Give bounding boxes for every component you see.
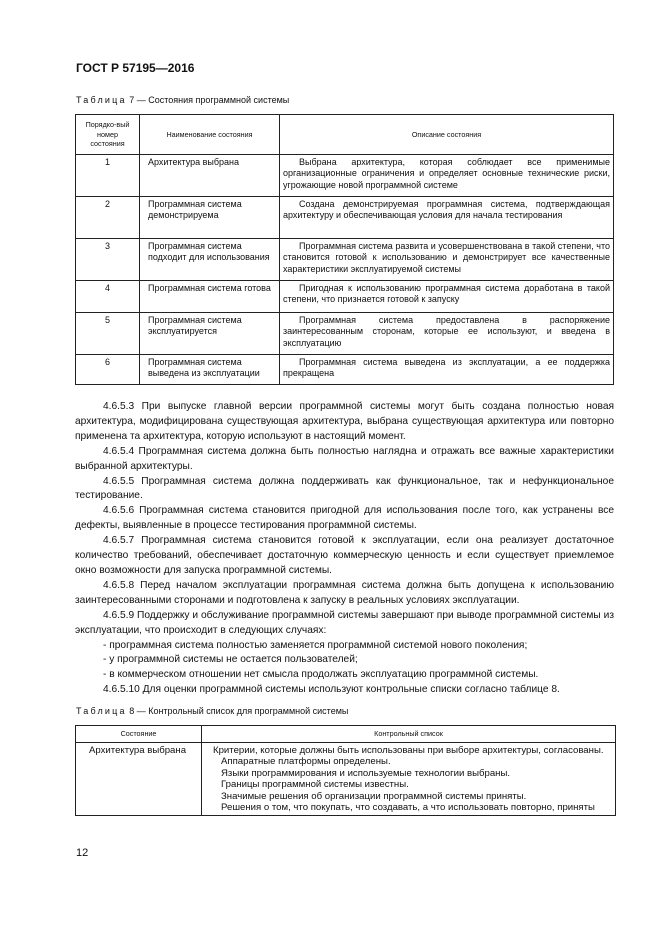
table-row xyxy=(76,743,616,816)
table7-title: 7 — Состояния программной системы xyxy=(126,95,290,105)
paragraph: 4.6.5.9 Поддержку и обслуживание программной системы завершают при выводе программной системы из эксплуатации, что происходит в следующих случаях: xyxy=(75,609,614,636)
table7-col-name: Наименование состояния xyxy=(140,115,280,155)
state-description: Создана демонстрируемая программная система, подтверждающая архитектуру и обеспечивающая условия для начала тестирования xyxy=(280,197,614,239)
state-description: Программная система выведена из эксплуатации, а ее поддержка прекращена xyxy=(280,355,614,385)
table8-col-state: Состояние xyxy=(76,726,202,743)
state-description: Пригодная к использованию программная система доработана в такой степени, что признается готовой к запуску xyxy=(280,281,614,313)
table8-col-checklist: Контрольный список xyxy=(202,726,616,743)
table-row xyxy=(76,197,614,239)
state-name: Программная система готова xyxy=(140,281,280,313)
table8-label: Таблица xyxy=(76,706,127,716)
checklist-item: Решения о том, что покупать, что создавать, а что использовать повторно, приняты xyxy=(221,802,595,814)
table7-header-row xyxy=(76,115,614,155)
list-item: - у программной системы не остается пользователей; xyxy=(103,654,358,666)
state-description: Программная система развита и усовершенствована в такой степени, что становится готовой к использованию и демонстрирует все качественные характеристики эксплуатируемой системы xyxy=(280,239,614,281)
table-row xyxy=(76,239,614,281)
table-row xyxy=(76,281,614,313)
checklist-state: Архитектура выбрана xyxy=(76,743,202,816)
table-row xyxy=(76,155,614,197)
state-description: Программная система предоставлена в распоряжение заинтересованным сторонам, которые ее используют, и введена в эксплуатацию xyxy=(280,313,614,355)
table8 xyxy=(75,725,616,816)
checklist-item: Значимые решения об организации программной системы приняты. xyxy=(221,790,527,802)
body-text xyxy=(75,400,614,698)
state-number: 5 xyxy=(76,313,140,355)
paragraph: 4.6.5.4 Программная система должна быть полностью наглядна и отражать все важные характеристики выбранной архитектуры. xyxy=(75,445,614,472)
checklist-item: Границы программной системы известны. xyxy=(221,779,409,791)
paragraph: 4.6.5.8 Перед началом эксплуатации программная система должна быть допущена к использованию заинтересованными сторонами и подготовлена к запуску в реальных условиях эксплуатации. xyxy=(75,579,614,606)
table-row xyxy=(76,313,614,355)
table7-caption xyxy=(76,95,289,105)
list-item: - в коммерческом отношении нет смысла продолжать эксплуатацию программной системы. xyxy=(103,669,539,681)
table8-caption xyxy=(76,706,348,716)
checklist-item: Критерии, которые должны быть использованы при выборе архитектуры, согласованы. xyxy=(213,745,604,756)
state-name: Программная система эксплуатируется xyxy=(140,313,280,355)
page-number: 12 xyxy=(76,847,89,859)
state-name: Программная система демонстрируема xyxy=(140,197,280,239)
list-item: - программная система полностью заменяется программной системой нового поколения; xyxy=(103,639,528,651)
table-row xyxy=(76,355,614,385)
state-name: Архитектура выбрана xyxy=(140,155,280,197)
paragraph: 4.6.5.5 Программная система должна поддерживать как функциональное, так и нефункциональное тестирование. xyxy=(75,475,614,502)
paragraph: 4.6.5.6 Программная система становится пригодной для использования после того, как устранены все дефекты, выявленные в процессе тестирования программной системы. xyxy=(75,505,614,532)
state-description: Выбрана архитектура, которая соблюдает все применимые организационные ограничения и определяет основные технические риски, угрожающие новой программной системе xyxy=(280,155,614,197)
table7 xyxy=(75,114,614,385)
checklist-item: Языки программирования и используемые технологии выбраны. xyxy=(221,767,511,779)
state-name: Программная система выведена из эксплуатации xyxy=(140,355,280,385)
paragraph: 4.6.5.7 Программная система становится готовой к эксплуатации, если она реализует достаточное количество требований, обеспечивает достаточную коммерческую ценность и если существует приемлемое окно возможности для запуска программной системы. xyxy=(75,535,614,576)
state-number: 6 xyxy=(76,355,140,385)
state-number: 4 xyxy=(76,281,140,313)
checklist-items xyxy=(202,743,616,816)
paragraph: 4.6.5.10 Для оценки программной системы используют контрольные списки согласно таблице 8. xyxy=(103,684,560,696)
table7-col-number: Порядко-вый номер состояния xyxy=(76,115,140,155)
paragraph: 4.6.5.3 При выпуске главной версии программной системы могут быть создана полностью новая архитектура, модифицирована существующая архитектура, выбрана существующая архитектура или повторно применена та архитектура, которую используют в настоящий момент. xyxy=(75,401,614,442)
table8-header-row xyxy=(76,726,616,743)
state-number: 1 xyxy=(76,155,140,197)
table7-label: Таблица xyxy=(76,95,127,105)
document-header: ГОСТ Р 57195—2016 xyxy=(76,61,195,75)
checklist-item: Аппаратные платформы определены. xyxy=(221,756,391,768)
state-number: 2 xyxy=(76,197,140,239)
table7-col-description: Описание состояния xyxy=(280,115,614,155)
table8-title: 8 — Контрольный список для программной системы xyxy=(126,706,349,716)
state-name: Программная система подходит для использования xyxy=(140,239,280,281)
state-number: 3 xyxy=(76,239,140,281)
